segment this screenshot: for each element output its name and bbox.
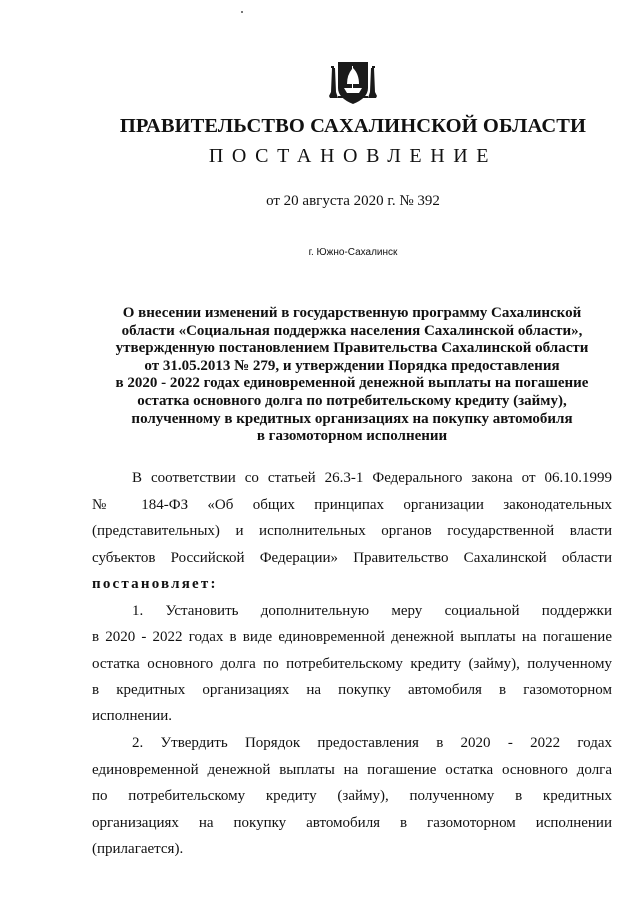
scan-mark xyxy=(241,11,243,13)
resolves-keyword: постановляет: xyxy=(92,576,218,592)
title-line: полученному в кредитных организациях на покупку автомобиля xyxy=(131,410,573,427)
item1-line: в кредитных организациях на покупку автомобиля в газомоторном xyxy=(92,682,612,698)
document-title xyxy=(90,305,614,446)
item2-line: единовременной денежной выплаты на погашение остатка основного долга xyxy=(92,762,612,778)
organization-name: ПРАВИТЕЛЬСТВО САХАЛИНСКОЙ ОБЛАСТИ xyxy=(119,115,587,137)
title-line: в 2020 - 2022 годах единовременной денежной выплаты на погашение xyxy=(115,375,589,392)
city: г. Южно-Сахалинск xyxy=(308,247,398,258)
item2-line: организациях на покупку автомобиля в газомоторном исполнении xyxy=(92,815,612,831)
document-type: ПОСТАНОВЛЕНИЕ xyxy=(208,145,498,167)
title-line: утвержденную постановлением Правительства Сахалинской области xyxy=(115,340,589,357)
coat-of-arms-icon xyxy=(329,58,377,108)
item1-line: в 2020 - 2022 годах в виде единовременной денежной выплаты на погашение xyxy=(92,629,612,645)
item1-line: остатка основного долга по потребительскому кредиту (займу), полученному xyxy=(92,656,612,672)
title-line: О внесении изменений в государственную программу Сахалинской xyxy=(122,305,582,321)
date-and-number: от 20 августа 2020 г. № 392 xyxy=(266,193,440,209)
item1-line: 1. Установить дополнительную меру социальной поддержки xyxy=(132,603,612,619)
title-line: в газомоторном исполнении xyxy=(256,428,448,445)
preamble-line: (представительных) и исполнительных органов государственной власти xyxy=(92,523,612,539)
title-line: от 31.05.2013 № 279, и утверждении Порядка предоставления xyxy=(144,357,560,374)
title-line: области «Социальная поддержка населения Сахалинской области», xyxy=(121,322,583,339)
preamble-line: субъектов Российской Федерации» Правительство Сахалинской области xyxy=(92,550,612,566)
item2-line: 2. Утвердить Порядок предоставления в 2020 - 2022 годах xyxy=(132,735,612,751)
item2-line: (прилагается). xyxy=(92,841,184,857)
item1-line: исполнении. xyxy=(92,708,173,724)
item2-line: по потребительскому кредиту (займу), полученному в кредитных xyxy=(92,788,612,804)
preamble-line: № 184-ФЗ «Об общих принципах организации законодательных xyxy=(92,497,612,513)
preamble-line: В соответствии со статьей 26.3-1 Федерального закона от 06.10.1999 xyxy=(132,470,612,486)
title-line: остатка основного долга по потребительскому кредиту (займу), xyxy=(137,392,567,409)
